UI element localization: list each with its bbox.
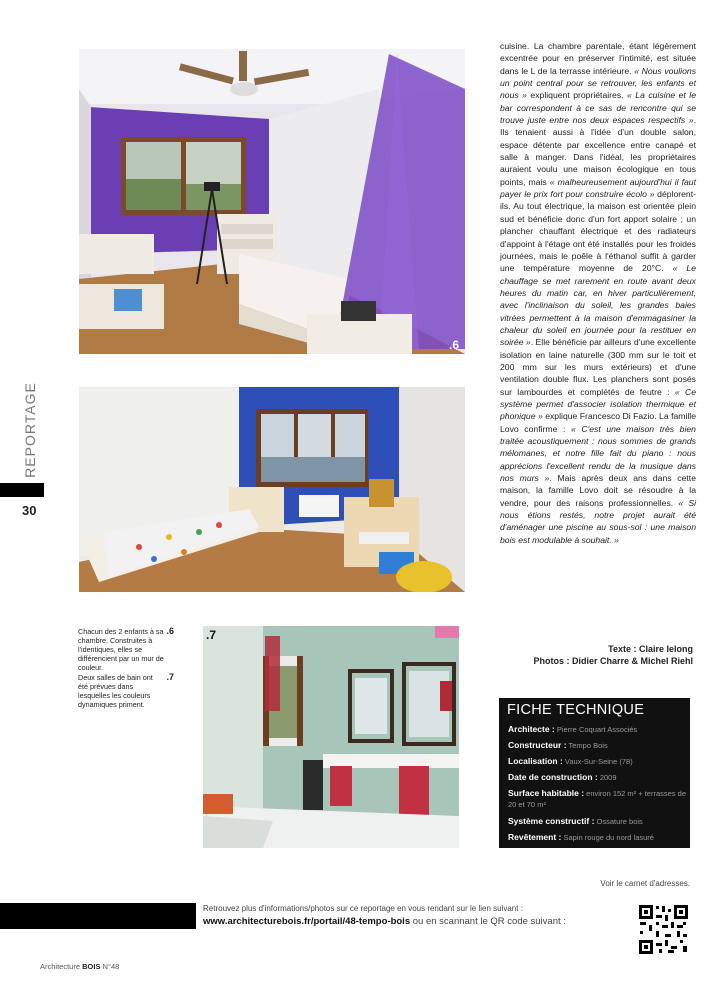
section-label-text: REPORTAGE: [22, 382, 38, 478]
footer-brand: BOIS: [82, 962, 101, 971]
article-paragraph: [500, 40, 696, 546]
fiche-value: environ 152 m² + terrasses de 20 et 70 m²: [508, 789, 686, 809]
caption-6: [78, 626, 174, 672]
article-text: déplorent-ils. Au tout électrique, la maison est orientée plein sud et bénéficie donc d'un fort apport solaire ; un plancher chauffant électrique et des radiateurs d'appoint à l'étage ont été installés pour les froides journées, mais le poêle à l'éthanol suffit à garder une température moyenne de 20°C.: [500, 189, 696, 274]
bottom-black-bar: [0, 903, 196, 929]
photo-bedroom-canopy: [79, 49, 465, 354]
article-text: . Ils tenaient aussi à l'idée d'un double salon, espace détente par excellence entre canapé et salle à manger. Dans l'idéal, les propriétaires auraient voulu une maison écologique en tous points, mais: [500, 115, 696, 187]
article-text: . Elle bénéficie par ailleurs d'une excellente isolation en laine naturelle (300 mm sur le toit et 200 mm sur les murs extérieurs) et d'une ventilation double flux. Les planchers sont posés sur lambourdes et complétés de feutre :: [500, 337, 696, 397]
article-quote: « Le chauffage se met rarement en route avant deux heures du matin car, en hiver particulièrement, avec l'inclinaison du soleil, les grandes baies vitrées permettent à la maison d'emmagasiner la chaleur du soleil en journée pour la restituer en soirée »: [500, 263, 696, 348]
fiche-value: Tempo Bois: [566, 741, 608, 750]
photo-number: .6: [448, 338, 459, 352]
fiche-technique: [499, 698, 690, 848]
fiche-label: Constructeur :: [508, 740, 567, 750]
credit-photos: Photos : Didier Charre & Michel Riehl: [533, 656, 693, 666]
fiche-value: Sapin rouge du nord lasuré: [561, 833, 654, 842]
link-line: [203, 916, 566, 927]
fiche-value: Ossature bois: [594, 817, 643, 826]
bathroom-illustration: [203, 626, 459, 848]
fiche-row: [508, 772, 686, 783]
section-label: [18, 380, 42, 480]
section-tab: [0, 483, 44, 497]
fiche-label: Architecte :: [508, 724, 555, 734]
fiche-row: [508, 816, 686, 827]
fiche-label: Localisation :: [508, 756, 563, 766]
caption-text: Chacun des 2 enfants à sa chambre. Construites à l'identiques, elles se différencient par un mur de couleur.: [78, 627, 164, 672]
fiche-label: Système constructif :: [508, 816, 595, 826]
credits: [500, 643, 693, 667]
caption-text: Deux salles de bain ont été prévues dans lesquelles les couleurs dynamiques priment.: [78, 673, 153, 709]
photo-bathroom: [203, 626, 459, 848]
fiche-label: Revêtement :: [508, 832, 562, 842]
fiche-title: FICHE TECHNIQUE: [507, 702, 645, 718]
photo-bedroom-blue: [79, 387, 465, 592]
see-address-book: Voir le carnet d'adresses.: [600, 879, 690, 888]
article-text: cuisine. La chambre parentale, étant légèrement excentrée pour en préserver l'intimité, est située dans le L de la terrasse intérieure.: [500, 41, 696, 76]
caption-7: [78, 672, 174, 709]
bedroom-blue-illustration: [79, 387, 465, 592]
article-quote: « C'est une maison très bien traitée acoustiquement : nous sommes de grands mélomanes, et notre fille fait du piano : nous apprécions l'excellent rendu de la musique dans nos murs »: [500, 423, 696, 484]
link-suffix: ou en scannant le QR code suivant :: [410, 916, 566, 927]
caption-number: .6: [166, 626, 174, 636]
article-quote: « malheureusement aujourd'hui il faut payer le prix fort pour construire écolo »: [500, 176, 696, 200]
article-text: explique Francesco Di Fazio. La famille Lovo confirme :: [500, 411, 697, 434]
credit-text: Texte : Claire Ielong: [608, 644, 693, 654]
fiche-row: [508, 740, 686, 751]
fiche-value: Pierre Coquart Associés: [554, 725, 638, 734]
caption-number: .7: [166, 672, 174, 682]
footer-prefix: Architecture: [40, 962, 83, 971]
more-info-text: Retrouvez plus d'informations/photos sur ce reportage en vous rendant sur le lien suivant :: [203, 904, 523, 913]
article-text: expliquent propriétaires.: [526, 90, 628, 101]
page-number: 30: [22, 503, 37, 518]
photo-number: .7: [206, 628, 217, 642]
fiche-row: [508, 724, 686, 735]
article-text: . Mais après deux ans dans cette maison, la famille Lovo doit se résoudre à la vendre, pour des raisons professionnelles.: [500, 473, 696, 508]
fiche-label: Surface habitable :: [508, 788, 585, 798]
fiche-row: [508, 788, 686, 810]
fiche-row: [508, 756, 686, 767]
article-quote: « Nous voulions un point central pour se retrouver, les enfants et nous »: [500, 65, 697, 101]
footer-issue: N°48: [100, 962, 120, 971]
reportage-link[interactable]: www.architecturebois.fr/portail/48-tempo-bois: [203, 916, 411, 927]
qr-code-icon[interactable]: [637, 903, 690, 956]
article-quote: « Si nous étions restés, notre projet aurait été d'aménager une piscine au sous-sol : une maison bois est modulable à souhait. »: [500, 497, 696, 545]
article-quote: « La cuisine et le bar correspondent à ce sas de rencontre qui se trouve juste entre nos deux espaces respectifs »: [500, 90, 696, 126]
bedroom-canopy-illustration: [79, 49, 465, 354]
article-body: [500, 40, 696, 546]
article-quote: « Ce système permet d'associer isolation thermique et phonique »: [500, 386, 697, 422]
fiche-row: [508, 832, 686, 843]
magazine-footer: [40, 962, 119, 971]
fiche-label: Date de construction :: [508, 772, 598, 782]
fiche-value: 2009: [597, 773, 617, 782]
fiche-value: Vaux-Sur-Seine (78): [562, 757, 633, 766]
